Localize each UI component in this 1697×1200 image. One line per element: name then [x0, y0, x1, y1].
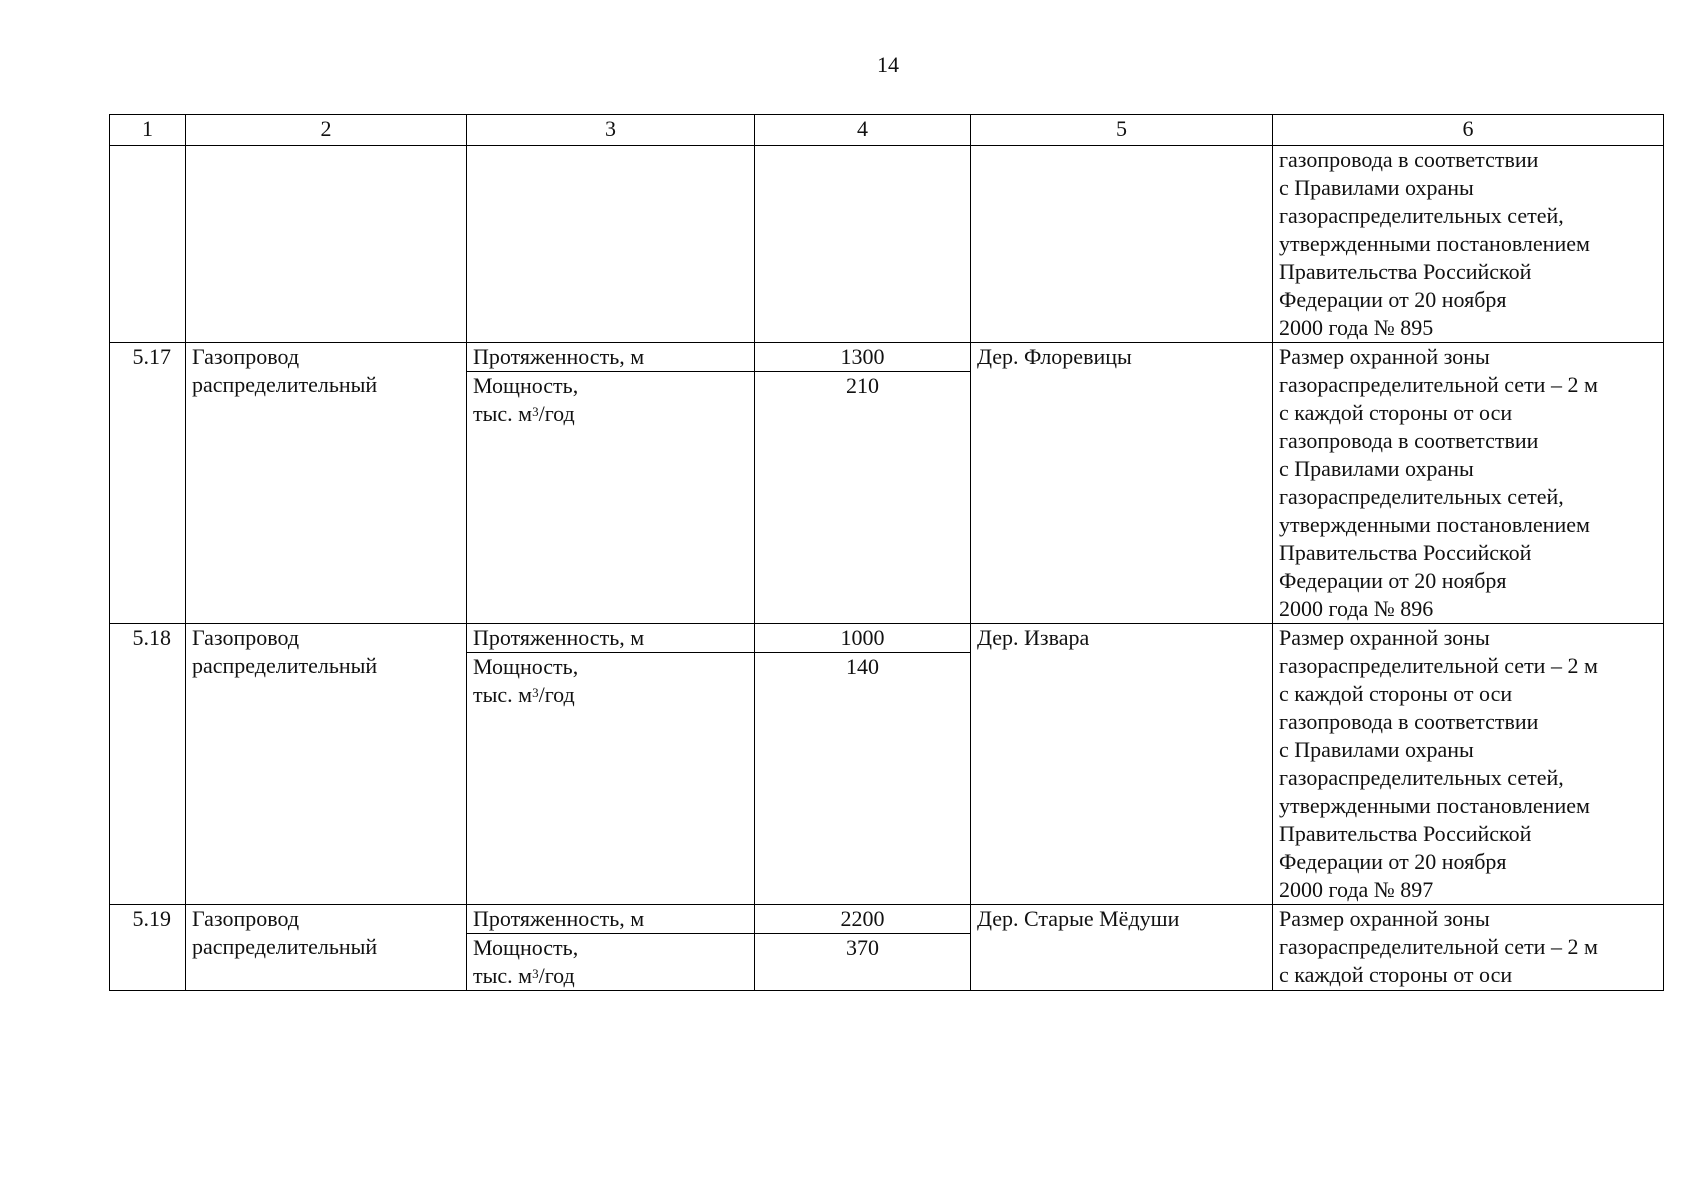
cell-empty: [755, 146, 971, 343]
column-header: 5: [971, 115, 1273, 146]
protection-zone-text: Размер охранной зоны газораспределительной сети – 2 м с каждой стороны от оси газопровода в соответствии с Правилами охраны газораспределительных сетей, утвержденными постановлением Правительства Российской Федерации от 20 ноября 2000 года № 897: [1273, 624, 1664, 905]
param-capacity-unit: тыс. м: [473, 401, 533, 426]
param-capacity-label: [467, 934, 755, 991]
protection-zone-text: Размер охранной зоны газораспределительной сети – 2 м с каждой стороны от оси: [1273, 905, 1664, 991]
row-number: 5.19: [110, 905, 186, 991]
cell-empty: [971, 146, 1273, 343]
superscript: 3: [532, 685, 539, 700]
param-capacity-unit: тыс. м: [473, 963, 533, 988]
cell-empty: [110, 146, 186, 343]
param-capacity-line1: Мощность,: [473, 935, 579, 960]
row-number: 5.17: [110, 343, 186, 624]
param-capacity-value: 210: [755, 372, 971, 624]
param-capacity-line1: Мощность,: [473, 373, 579, 398]
param-capacity-label: [467, 372, 755, 624]
object-name: Газопровод распределительный: [186, 905, 467, 991]
param-length-label: Протяженность, м: [467, 343, 755, 372]
protection-zone-text: Размер охранной зоны газораспределительной сети – 2 м с каждой стороны от оси газопровода в соответствии с Правилами охраны газораспределительных сетей, утвержденными постановлением Правительства Российской Федерации от 20 ноября 2000 года № 896: [1273, 343, 1664, 624]
table-row: [110, 624, 1664, 653]
page-number: 14: [877, 52, 899, 77]
object-name: Газопровод распределительный: [186, 624, 467, 905]
cell-empty: [186, 146, 467, 343]
location: Дер. Старые Мёдуши: [971, 905, 1273, 991]
cell-empty: [467, 146, 755, 343]
table-row: [110, 905, 1664, 934]
param-capacity-value: 140: [755, 653, 971, 905]
param-length-label: Протяженность, м: [467, 905, 755, 934]
param-capacity-unit-suffix: /год: [538, 682, 575, 707]
superscript: 3: [532, 966, 539, 981]
object-name: Газопровод распределительный: [186, 343, 467, 624]
location: Дер. Флоревицы: [971, 343, 1273, 624]
location: Дер. Извара: [971, 624, 1273, 905]
param-capacity-unit: тыс. м: [473, 682, 533, 707]
param-capacity-line1: Мощность,: [473, 654, 579, 679]
table-header-row: [110, 115, 1664, 146]
column-header: 2: [186, 115, 467, 146]
row-number: 5.18: [110, 624, 186, 905]
protection-zone-text: газопровода в соответствии с Правилами охраны газораспределительных сетей, утвержденными постановлением Правительства Российской Федерации от 20 ноября 2000 года № 895: [1273, 146, 1664, 343]
param-length-value: 2200: [755, 905, 971, 934]
param-length-label: Протяженность, м: [467, 624, 755, 653]
column-header: 4: [755, 115, 971, 146]
column-header: 6: [1273, 115, 1664, 146]
param-capacity-unit-suffix: /год: [538, 963, 575, 988]
param-length-value: 1000: [755, 624, 971, 653]
param-capacity-unit-suffix: /год: [538, 401, 575, 426]
param-capacity-value: 370: [755, 934, 971, 991]
param-capacity-label: [467, 653, 755, 905]
param-length-value: 1300: [755, 343, 971, 372]
table-row: [110, 146, 1664, 343]
column-header: 3: [467, 115, 755, 146]
superscript: 3: [532, 404, 539, 419]
column-header: 1: [110, 115, 186, 146]
gas-pipeline-table: [109, 114, 1664, 991]
table-row: [110, 343, 1664, 372]
